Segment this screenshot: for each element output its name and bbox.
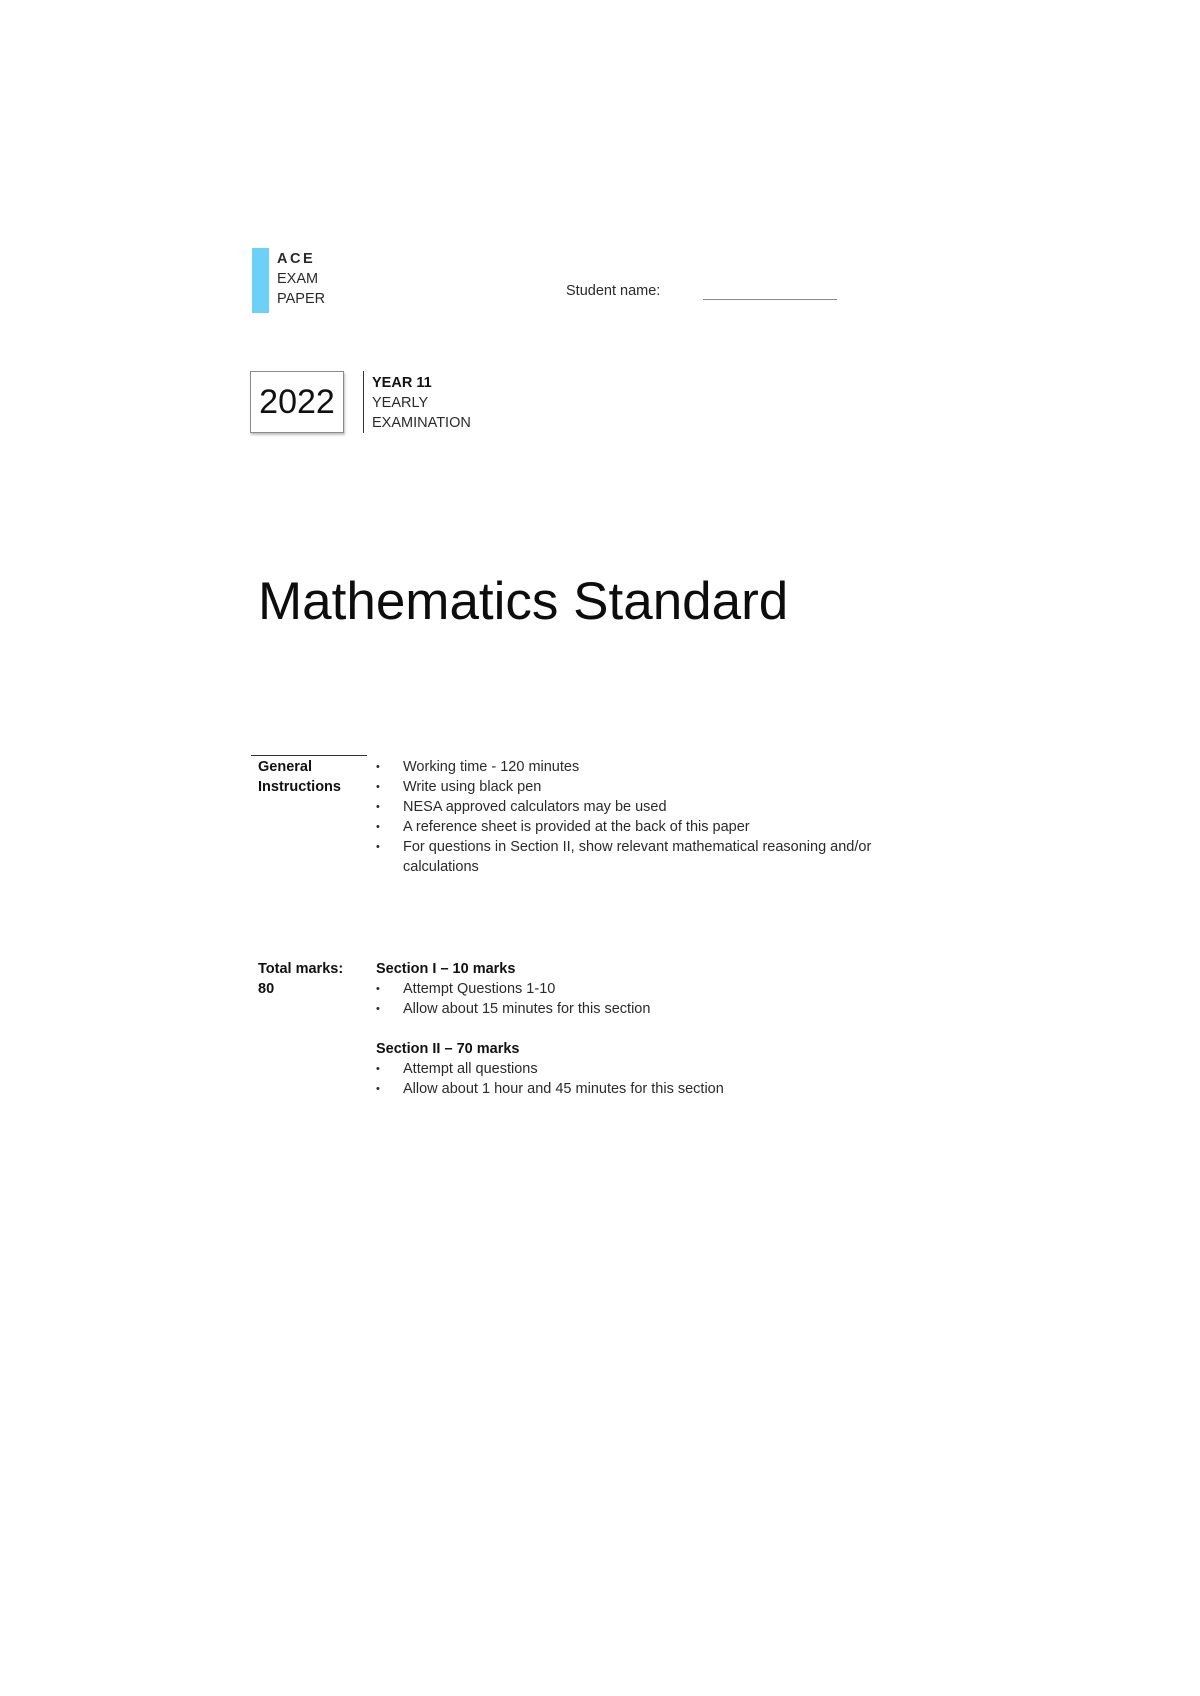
section-2-heading: Section II – 70 marks <box>376 1041 520 1057</box>
logo <box>277 249 325 309</box>
section-1-list <box>376 979 896 1019</box>
total-marks-label-line-1: Total marks: <box>258 961 344 977</box>
student-name-label: Student name: <box>566 283 661 299</box>
logo-accent-bar <box>252 248 269 313</box>
exam-type-line-2: EXAMINATION <box>372 415 471 431</box>
section-2-list <box>376 1059 896 1099</box>
year-divider <box>363 371 364 433</box>
list-item: • Allow about 15 minutes for this section <box>376 999 896 1019</box>
student-name-line[interactable] <box>703 299 837 300</box>
section-1-heading: Section I – 10 marks <box>376 961 516 977</box>
general-instructions-label-line-2: Instructions <box>258 779 341 795</box>
total-marks-label <box>258 959 343 999</box>
exam-year: 2022 <box>250 371 344 433</box>
exam-type-line-1: YEARLY <box>372 395 429 411</box>
list-item: • For questions in Section II, show relevant mathematical reasoning and/or calculations <box>376 837 896 877</box>
general-instructions-label <box>258 757 341 797</box>
section-1-block <box>376 959 896 1019</box>
general-instructions-list <box>376 757 896 877</box>
logo-line-3: PAPER <box>277 291 326 307</box>
logo-line-1: ACE <box>277 251 316 267</box>
list-item: • Attempt Questions 1-10 <box>376 979 896 999</box>
section-2-block <box>376 1039 896 1099</box>
list-item: • A reference sheet is provided at the back of this paper <box>376 817 896 837</box>
general-instructions-label-line-1: General <box>258 759 312 775</box>
list-item: • NESA approved calculators may be used <box>376 797 896 817</box>
list-item: • Write using black pen <box>376 777 896 797</box>
total-marks-value: 80 <box>258 981 275 997</box>
page-title: Mathematics Standard <box>258 572 789 631</box>
list-item: • Attempt all questions <box>376 1059 896 1079</box>
logo-line-2: EXAM <box>277 271 319 287</box>
exam-level: YEAR 11 <box>372 375 432 391</box>
list-item: • Working time - 120 minutes <box>376 757 896 777</box>
list-item: • Allow about 1 hour and 45 minutes for this section <box>376 1079 896 1099</box>
instructions-rule <box>251 755 367 756</box>
exam-info <box>372 373 471 433</box>
